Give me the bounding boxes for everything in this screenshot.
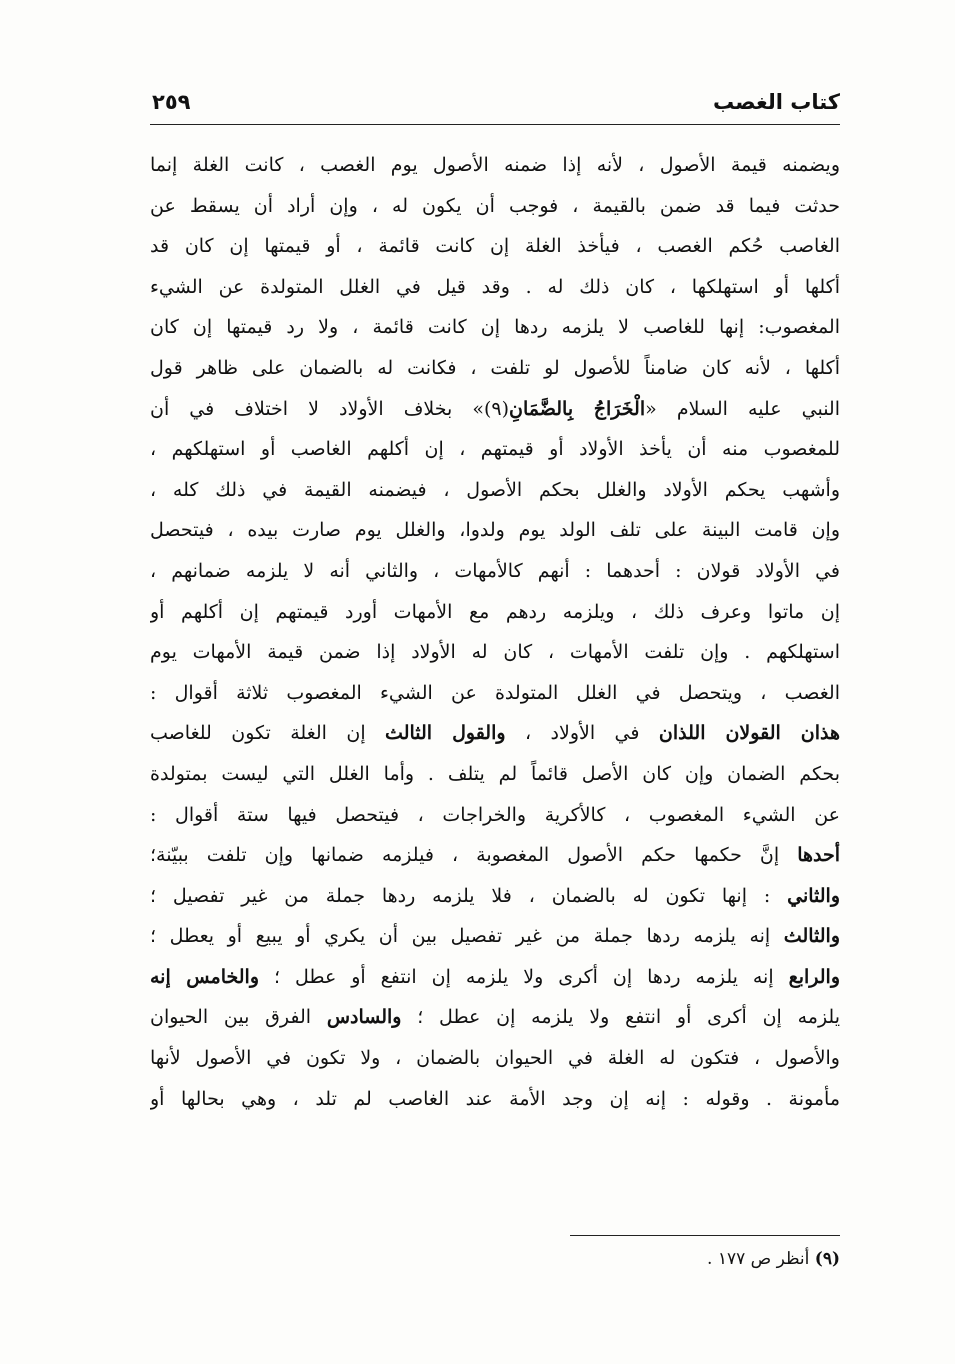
bold-term: الْخَرَاجُ بِالضَّمَانِ xyxy=(509,397,646,420)
bold-term: والسادس xyxy=(326,1006,402,1029)
text-run: بحكم الضمان وإن كان الأصل قائماً لم يتلف . وأما الغلل التي ليست بمتولدة xyxy=(150,762,840,785)
text-run: : إنها تكون له بالضمان ، فلا يلزمه ردها جملة من غير تفصيل ؛ xyxy=(150,884,788,907)
text-run: إنه يلزمه ردها إن أكرى ولا يلزمه إن انتفع أو عطل ؛ xyxy=(259,965,789,988)
bold-term: هذان القولان اللذان xyxy=(658,722,840,745)
text-line xyxy=(150,997,840,1038)
text-run: الغصب ، ويتحصل في الغلل المتولدة عن الشيء المغصوب ثلاثة أقوال : xyxy=(150,681,840,704)
text-run: ويضمنه قيمة الأصول ، لأنه إذا ضمنه الأصول يوم الغصب ، كانت الغلة إنما xyxy=(150,154,840,176)
text-line xyxy=(150,348,840,389)
text-run: النبي عليه السلام « xyxy=(645,397,840,420)
text-run: للمغصوب منه أن يأخذ الأولاد أو قيمتهم ، إن أكلهم الغاصب أو استهلكهم ، xyxy=(150,438,840,461)
text-run: الغاصب حُكم الغصب ، فيأخذ الغلة إن كانت قائمة ، أو قيمتها إن كان قد xyxy=(150,235,840,258)
text-line xyxy=(150,632,840,673)
text-line xyxy=(150,1038,840,1079)
text-line xyxy=(150,713,840,754)
text-run: إن الغلة تكون للغاصب xyxy=(150,722,386,745)
text-run: المغصوب: إنها للغاصب لا يلزمه ردها إن كانت قائمة ، ولا رد قيمتها إن كان xyxy=(150,316,840,339)
text-line xyxy=(150,551,840,592)
text-line xyxy=(150,145,840,186)
text-run: استهلكهم . وإن تلفت الأمهات ، كان له الأولاد إذا ضمن قيمة الأمهات يوم xyxy=(150,641,840,664)
text-line xyxy=(150,1079,840,1120)
body-text xyxy=(150,145,840,1119)
bold-term: والخامس إنه xyxy=(150,965,259,988)
text-line xyxy=(150,876,840,917)
bold-term: والقول الثالث xyxy=(385,722,506,745)
bold-term: والثالث xyxy=(783,925,840,948)
footnote-rule xyxy=(570,1235,840,1236)
text-line xyxy=(150,226,840,267)
text-line xyxy=(150,754,840,795)
page-number: ٢٥٩ xyxy=(152,90,191,114)
text-line xyxy=(150,389,840,430)
text-line xyxy=(150,795,840,836)
bold-term: والرابع xyxy=(788,965,840,988)
text-run: (٩)» بخلاف الأولاد لا اختلاف في أن xyxy=(150,397,510,420)
header-rule xyxy=(150,124,840,125)
text-run: يلزمه إن أكرى أو انتفع ولا يلزمه إن عطل ؛ xyxy=(401,1006,840,1029)
text-run: أكلها ، لأنه كان ضامناً للأصول لو تلفت ، فكانت له بالضمان على ظاهر قول xyxy=(150,356,840,379)
text-run: عن الشيء المغصوب ، كالأكرية والخراجات ، فيتحصل فيها ستة أقوال : xyxy=(150,803,840,826)
bold-term: أحدها xyxy=(797,844,840,867)
chapter-title: كتاب الغصب xyxy=(713,90,840,114)
text-line xyxy=(150,307,840,348)
text-run: مأمونة . وقوله : إنه إن وجد الأمة عند الغاصب لم تلد ، وهي بحالها أو xyxy=(150,1087,840,1110)
text-line xyxy=(150,957,840,998)
text-run: في الأولاد ، xyxy=(505,722,659,745)
text-run: أكلها أو استهلكها ، كان ذلك له . وقد قيل في الغلل المتولدة عن الشيء xyxy=(150,275,840,298)
bold-term: والثاني xyxy=(787,884,840,907)
text-line xyxy=(150,267,840,308)
text-run: إنه يلزمه ردها جملة من غير تفصيل بين أن يكري أو يبيع أو يعطل ؛ xyxy=(150,925,784,948)
text-run: إن ماتوا وعرف ذلك ، ويلزمه ردهم مع الأمهات أورد قيمتهم إن أكلهم أو xyxy=(150,600,840,623)
text-line xyxy=(150,429,840,470)
text-line xyxy=(150,916,840,957)
text-line xyxy=(150,510,840,551)
text-line xyxy=(150,186,840,227)
text-run: وإن قامت البينة على تلف الولد يوم ولدوا، والغلل يوم صارت بيده ، فيتحصل xyxy=(150,519,840,542)
text-line xyxy=(150,470,840,511)
text-run: الفرق بين الحيوان xyxy=(150,1006,327,1029)
text-run: حدثت فيما قد ضمن بالقيمة ، فوجب أن يكون له ، وإن أراد أن يسقط عن xyxy=(150,194,840,217)
text-line xyxy=(150,835,840,876)
text-line xyxy=(150,592,840,633)
text-run: وأشهب يحكم الأولاد والغلل بحكم الأصول ، فيضمنه القيمة في ذلك كله ، xyxy=(150,478,840,501)
footnote-text: أنظر ص ١٧٧ . xyxy=(707,1249,815,1269)
footnote xyxy=(707,1249,840,1269)
running-header xyxy=(150,84,840,124)
text-run: في الأولاد قولان : أحدهما : أنهم كالأمهات ، والثاني أنه لا يلزمه ضمانهم ، xyxy=(150,559,840,582)
text-run: والأصول ، فتكون له الغلة في الحيوان بالضمان ، ولا تكون في الأصول لأنها xyxy=(150,1047,840,1070)
text-line xyxy=(150,673,840,714)
text-run: إنَّ حكمها حكم الأصول المغصوبة ، فيلزمه ضمانها وإن تلفت ببيّنة؛ xyxy=(150,844,798,867)
footnote-marker: (٩) xyxy=(814,1249,840,1269)
